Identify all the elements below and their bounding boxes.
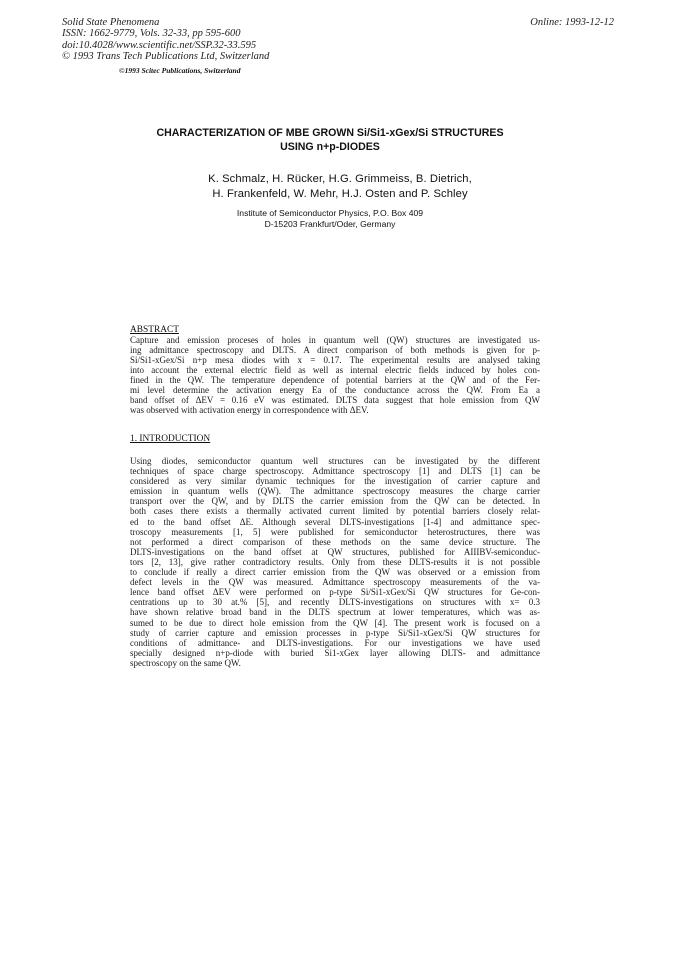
text-line: tors [2, 13], give rather contradictory results. Only from these DLTS-results it is not possible bbox=[130, 556, 540, 567]
text-line: study of carrier capture and emission processes in p-type Si/Si1-xGex/Si QW structures for bbox=[130, 627, 540, 638]
text-line: Capture and emission proceses of holes in quantum well (QW) structures are investigated us- bbox=[130, 334, 540, 345]
text-line: conditions of admittance- and DLTS-investigations. For our investigations we have used bbox=[130, 637, 540, 648]
text-line: ed to the band offset ΔE. Although several DLTS-investigations [1-4] and admittance spec- bbox=[130, 516, 540, 527]
text-line: spectroscopy on the same QW. bbox=[130, 657, 241, 668]
authors-line-2: H. Frankenfeld, W. Mehr, H.J. Osten and P. Schley bbox=[212, 188, 468, 200]
text-line: emission in quantum wells (QW). The admittance spectroscopy measures the charge carrier bbox=[130, 486, 540, 497]
text-line: band offset of ΔEV = 0.16 eV was estimated. DLTS data suggest that hole emission from QW bbox=[130, 394, 540, 405]
text-line: lence band offset ΔEV were performed on p-type Si/Si1-xGex/Si QW structures for Ge-con- bbox=[130, 587, 540, 598]
journal-name: Solid State Phenomena bbox=[62, 17, 160, 28]
author-list bbox=[100, 172, 580, 202]
abstract-heading: ABSTRACT bbox=[130, 325, 179, 335]
text-line: transport over the QW, and by DLTS the carrier emission from the QW can be detected. In bbox=[130, 496, 540, 507]
authors-line-1: K. Schmalz, H. Rücker, H.G. Grimmeiss, B. Dietrich, bbox=[208, 173, 472, 185]
text-line: techniques of space charge spectroscopy. Admittance spectroscopy [1] and DLTS [1] can be bbox=[130, 466, 540, 477]
text-line: have shown relative broad band in the DLTS spectrum at lower temperatures, which was as- bbox=[130, 607, 540, 618]
text-line: sumed to be due to direct hole emission from the QW [4]. The present work is focused on a bbox=[130, 617, 540, 628]
text-line: considered as very similar dynamic techniques for the investigation of carrier capture and bbox=[130, 476, 540, 487]
introduction-body bbox=[130, 456, 540, 668]
affiliation-line-1: Institute of Semiconductor Physics, P.O. Box 409 bbox=[236, 208, 424, 218]
text-line: troscopy measurements [1, 5] were published for semiconductor heterostructures, there was bbox=[130, 526, 540, 537]
abstract-section bbox=[130, 326, 540, 416]
online-date: Online: 1993-12-12 bbox=[530, 17, 614, 28]
text-line: defect levels in the QW was measured. Admittance spectroscopy measurements of the va- bbox=[130, 577, 540, 588]
text-line: fined in the QW. The temperature dependence of potential barriers at the QW and of the Fer- bbox=[130, 374, 540, 385]
publisher-copyright: ©1993 Scitec Publications, Switzerland bbox=[119, 66, 241, 75]
copyright-line: © 1993 Trans Tech Publications Ltd, Switzerland bbox=[62, 51, 270, 63]
introduction-heading: 1. INTRODUCTION bbox=[130, 434, 211, 444]
issn-line: ISSN: 1662-9779, Vols. 32-33, pp 595-600 bbox=[62, 28, 241, 40]
paper-title bbox=[100, 126, 560, 154]
affiliation bbox=[100, 208, 560, 230]
text-line: both cases there exists a thermally activated current limited by potential barriers closely relat- bbox=[130, 506, 540, 517]
title-line-2: USING n+p-DIODES bbox=[280, 141, 380, 153]
affiliation-line-2: D-15203 Frankfurt/Oder, Germany bbox=[264, 219, 396, 229]
text-line: was observed with activation energy in correspondence with ΔEV. bbox=[130, 404, 369, 415]
text-line: mi level determine the activation energy Ea of the conductance across the QW. From Ea a bbox=[130, 384, 540, 395]
text-line: Si/Si1-xGex/Si n+p mesa diodes with x = 0.17. The experimental results are analysed taking bbox=[130, 354, 540, 365]
text-line: ing admittance spectroscopy and DLTS. A direct comparison of both methods is given for p- bbox=[130, 344, 540, 355]
text-line: specially designed n+p-diode with buried Si1-xGex layer allowing DLTS- and admittance bbox=[130, 647, 540, 658]
text-line: Using diodes, semiconductor quantum well structures can be investigated by the different bbox=[130, 456, 540, 466]
text-line: centrations up to 30 at.% [5], and recently DLTS-investigations on structures with x= 0.3 bbox=[130, 597, 540, 608]
text-line: not performed a direct comparison of these methods on the same device structure. The bbox=[130, 536, 540, 547]
journal-header bbox=[62, 17, 442, 63]
text-line: to conclude if really a direct carrier emission from the QW was observed or a emission from bbox=[130, 567, 540, 578]
text-line: into account the external electric field as well as internal electric fields induced by holes con- bbox=[130, 364, 540, 375]
text-line: DLTS-investigations on the band offset at QW structures, published for AIIIBV-semiconduc- bbox=[130, 546, 540, 557]
title-line-1: CHARACTERIZATION OF MBE GROWN Si/Si1-xGex/Si STRUCTURES bbox=[156, 127, 504, 139]
abstract-body bbox=[130, 336, 540, 416]
doi-line: doi:10.4028/www.scientific.net/SSP.32-33.595 bbox=[62, 39, 257, 51]
